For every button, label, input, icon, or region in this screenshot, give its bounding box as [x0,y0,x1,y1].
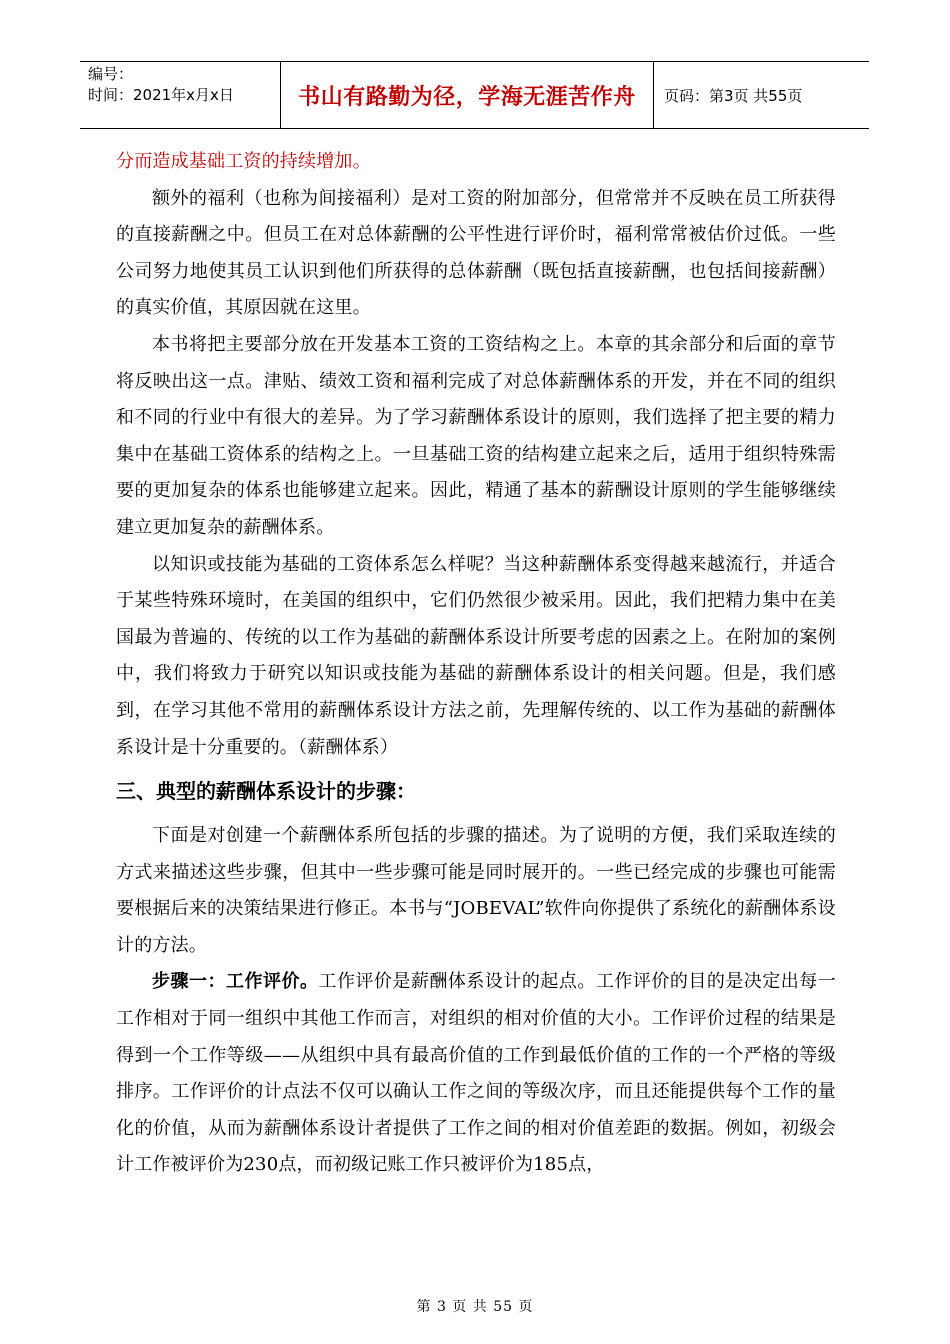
paragraph-base-pay-focus: 本书将把主要部分放在开发基本工资的工资结构之上。本章的其余部分和后面的章节将反映出这一点。津贴、绩效工资和福利完成了对总体薪酬体系的开发，并在不同的组织和不同的行业中有很大的差异。为了学习薪酬体系设计的原则，我们选择了把主要的精力集中在基础工资体系的结构之上。一旦基础工资的结构建立起来之后，适用于组织特殊需要的更加复杂的体系也能够建立起来。因此，精通了基本的薪酬设计原则的学生能够继续建立更加复杂的薪酬体系。 [116,333,836,538]
header-number-label: 编号： [88,65,134,83]
page-footer: 第 3 页 共 55 页 [416,1299,534,1315]
red-continuation-line: 分而造成基础工资的持续增加。 [116,151,371,172]
header-page-info-cell [654,62,869,128]
paragraph-benefits: 额外的福利（也称为间接福利）是对工资的附加部分，但常常并不反映在员工所获得的直接薪酬之中。但员工在对总体薪酬的公平性进行评价时，福利常常被估价过低。一些公司努力地使其员工认识到他们所获得的总体薪酬（既包括直接薪酬，也包括间接薪酬）的真实价值，其原因就在这里。 [116,187,836,319]
step-one-text: 工作评价是薪酬体系设计的起点。工作评价的目的是决定出每一工作相对于同一组织中其他工作而言，对组织的相对价值的大小。工作评价过程的结果是得到一个工作等级——从组织中具有最高价值的工作到最低价值的工作的一个严格的等级排序。工作评价的计点法不仅可以确认工作之间的等级次序，而且还能提供每个工作的量化的价值，从而为薪酬体系设计者提供了工作之间的相对价值差距的数据。例如，初级会计工作被评价为230点，而初级记账工作只被评价为185点， [116,971,836,1176]
page-header [80,61,869,129]
header-date-label: 时间：2021年x月x日 [88,86,234,104]
document-body [116,144,836,1184]
header-motto-cell [280,62,654,128]
header-motto: 书山有路勤为径，学海无涯苦作舟 [298,84,636,110]
paragraph-steps-intro: 下面是对创建一个薪酬体系所包括的步骤的描述。为了说明的方便，我们采取连续的方式来描述这些步骤，但其中一些步骤可能是同时展开的。一些已经完成的步骤也可能需要根据后来的决策结果进行修正。本书与“JOBEVAL”软件向你提供了系统化的薪酬体系设计的方法。 [116,825,836,956]
paragraph-step-one [116,964,836,1184]
header-page-info: 页码：第3页 共55页 [664,86,803,105]
step-one-label: 步骤一：工作评价。 [152,971,319,993]
section-heading: 三、典型的薪酬体系设计的步骤： [116,779,416,804]
header-meta [80,62,280,128]
paragraph-skill-based-pay: 以知识或技能为基础的工资体系怎么样呢？当这种薪酬体系变得越来越流行，并适合于某些特殊环境时，在美国的组织中，它们仍然很少被采用。因此，我们把精力集中在美国最为普遍的、传统的以工作为基础的薪酬体系设计所要考虑的因素之上。在附加的案例中，我们将致力于研究以知识或技能为基础的薪酬体系设计的相关问题。但是，我们感到，在学习其他不常用的薪酬体系设计方法之前，先理解传统的、以工作为基础的薪酬体系设计是十分重要的。（薪酬体系） [116,553,836,758]
